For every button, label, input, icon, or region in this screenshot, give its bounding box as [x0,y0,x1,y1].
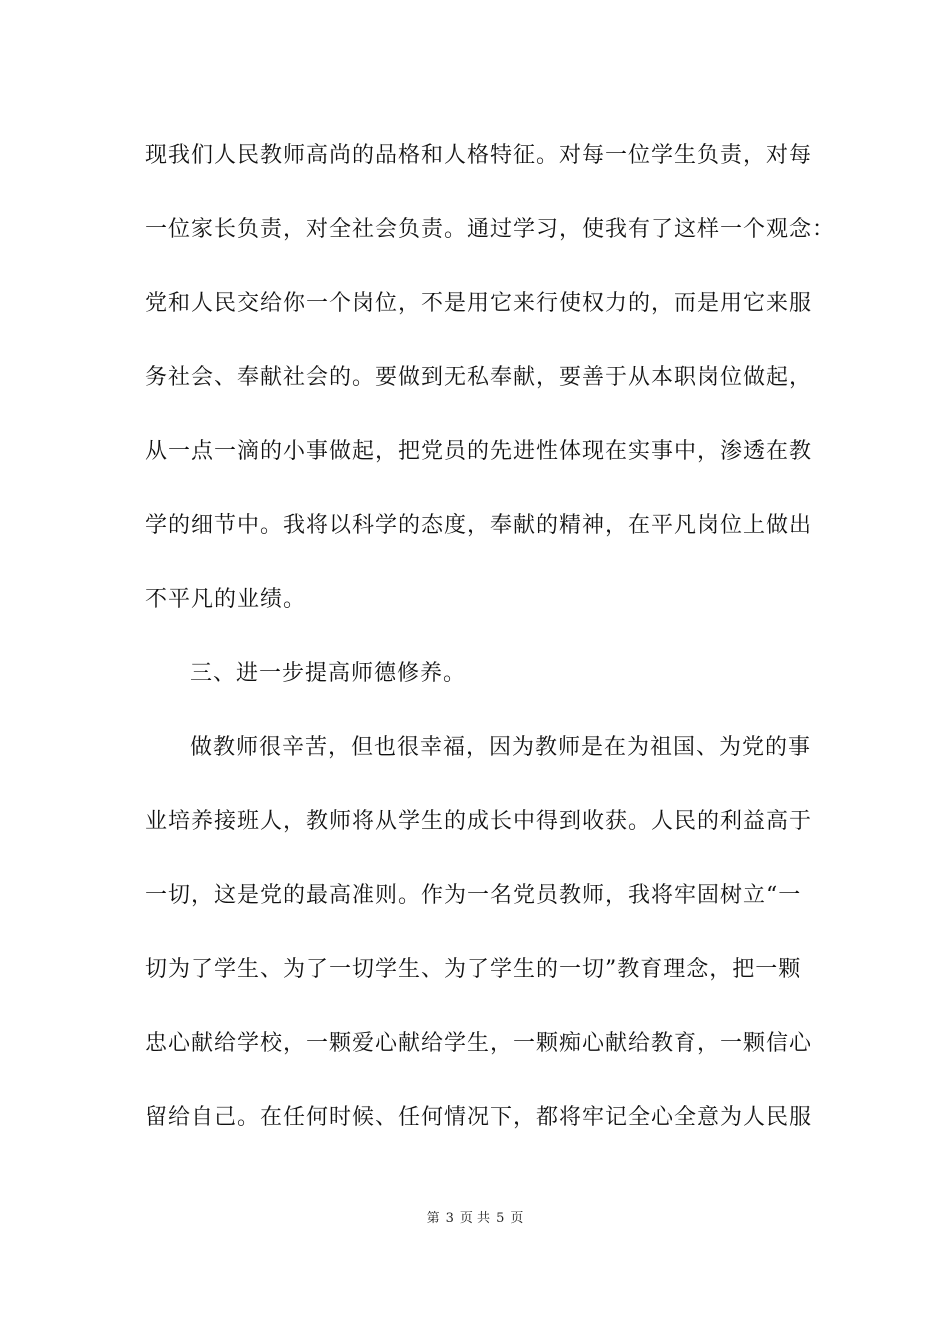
text-line: 从一点一滴的小事做起，把党员的先进性体现在实事中，渗透在教 [145,439,813,464]
text-line: 务社会、奉献社会的。要做到无私奉献，要善于从本职岗位做起， [145,365,813,390]
total-pages-number: 5 [496,1211,505,1226]
text-line: 业培养接班人，教师将从学生的成长中得到收获。人民的利益高于 [145,809,813,834]
page-footer [0,1210,950,1228]
text-line: 一切，这是党的最高准则。作为一名党员教师，我将牢固树立“一 [145,883,802,908]
text-line: 留给自己。在任何时候、任何情况下，都将牢记全心全意为人民服 [145,1105,813,1130]
text-line: 现我们人民教师高尚的品格和人格特征。对每一位学生负责，对每 [145,143,813,168]
text-line: 一位家长负责，对全社会负责。通过学习，使我有了这样一个观念： [145,217,836,242]
current-page-number: 3 [445,1211,454,1226]
footer-label-end: 页 [510,1211,524,1226]
text-line: 忠心献给学校，一颗爱心献给学生，一颗痴心献给教育，一颗信心 [145,1031,813,1056]
footer-label-of: 页 共 [459,1211,491,1226]
text-line: 不平凡的业绩。 [145,587,307,612]
text-line: 学的细节中。我将以科学的态度，奉献的精神，在平凡岗位上做出 [145,513,813,538]
paragraph-first-line: 做教师很辛苦，但也很幸福，因为教师是在为祖国、为党的事 [190,735,812,760]
footer-label-page: 第 [426,1211,440,1226]
text-line: 切为了学生、为了一切学生、为了学生的一切”教育理念，把一颗 [145,957,802,982]
section-heading: 三、进一步提高师德修养。 [190,661,467,686]
text-line: 党和人民交给你一个岗位，不是用它来行使权力的，而是用它来服 [145,291,813,316]
